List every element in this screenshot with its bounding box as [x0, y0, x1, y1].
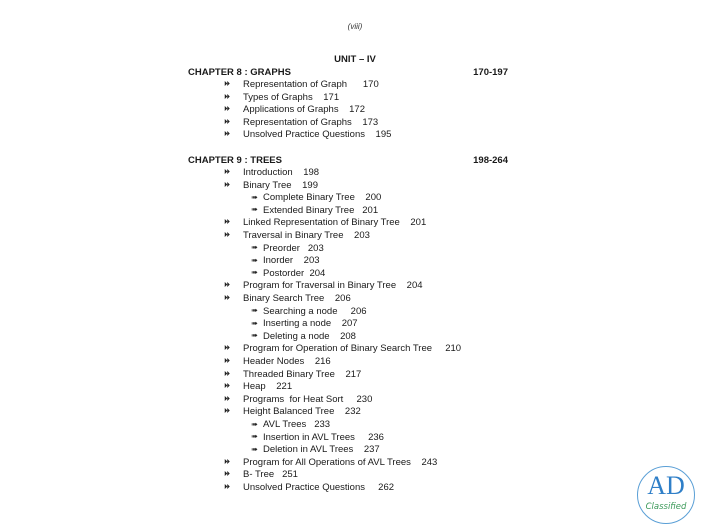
double-arrow-bullet-icon: ⏵⏵ — [224, 181, 229, 189]
double-arrow-bullet-icon: ⏵⏵ — [224, 395, 229, 403]
entry-text: Programs for Heat Sort 230 — [243, 393, 373, 405]
double-arrow-bullet-icon: ⏵⏵ — [224, 282, 229, 290]
double-arrow-bullet-icon: ⏵⏵ — [224, 118, 229, 126]
entry-text: Linked Representation of Binary Tree 201 — [243, 217, 427, 229]
entry-text: Heap 221 — [243, 381, 293, 393]
double-arrow-bullet-icon: ⏵⏵ — [224, 471, 229, 479]
arrow-bullet-icon: ➠ — [251, 432, 258, 442]
arrow-bullet-icon: ➠ — [251, 306, 258, 316]
double-arrow-bullet-icon: ⏵⏵ — [224, 169, 229, 176]
ad-classified-logo — [637, 466, 695, 524]
entry-text: Unsolved Practice Questions 195 — [243, 129, 392, 141]
arrow-bullet-icon: ➠ — [251, 331, 258, 341]
entry-text: Unsolved Practice Questions 262 — [243, 482, 395, 493]
entry-text: Searching a node 206 — [263, 305, 367, 317]
chapter-title: CHAPTER 8 : GRAPHS — [188, 67, 291, 78]
logo-ad-text: AD — [647, 471, 685, 500]
entry-text: Program for Traversal in Binary Tree 204 — [243, 280, 423, 292]
arrow-bullet-icon: ➠ — [251, 318, 258, 328]
double-arrow-bullet-icon: ⏵⏵ — [224, 93, 229, 101]
double-arrow-bullet-icon: ⏵⏵ — [224, 345, 229, 353]
chapter-pages: 170-197 — [473, 67, 508, 78]
double-arrow-bullet-icon: ⏵⏵ — [224, 484, 229, 491]
page-number: (viii) — [347, 22, 363, 31]
arrow-bullet-icon: ➠ — [251, 243, 258, 253]
entry-text: Traversal in Binary Tree 203 — [243, 230, 370, 241]
entry-text: Types of Graphs 171 — [243, 91, 340, 103]
entry-text: Threaded Binary Tree 217 — [243, 368, 362, 380]
double-arrow-bullet-icon: ⏵⏵ — [224, 370, 229, 378]
entry-text: Inserting a node 207 — [263, 318, 358, 330]
double-arrow-bullet-icon: ⏵⏵ — [224, 232, 229, 239]
double-arrow-bullet-icon: ⏵⏵ — [224, 106, 229, 114]
entry-text: Binary Search Tree 206 — [243, 293, 351, 304]
entry-text: Insertion in AVL Trees 236 — [263, 431, 384, 443]
unit-title: UNIT – IV — [334, 54, 376, 65]
double-arrow-bullet-icon: ⏵⏵ — [224, 408, 229, 416]
entry-text: Inorder 203 — [263, 255, 320, 267]
chapter-9-heading — [188, 155, 508, 168]
entry-text: B- Tree 251 — [243, 469, 298, 481]
arrow-bullet-icon: ➠ — [251, 444, 258, 454]
chapter-pages: 198-264 — [473, 155, 508, 166]
entry-text: Representation of Graphs 173 — [243, 116, 379, 128]
arrow-bullet-icon: ➠ — [251, 205, 258, 215]
entry-text: Program for Operation of Binary Search Tree 210 — [243, 343, 462, 355]
entry-text: Extended Binary Tree 201 — [263, 204, 379, 216]
entry-text: Binary Tree 199 — [243, 179, 318, 191]
entry-text: Deleting a node 208 — [263, 330, 356, 342]
entry-text: AVL Trees 233 — [263, 419, 331, 430]
chapter-title: CHAPTER 9 : TREES — [188, 155, 282, 166]
double-arrow-bullet-icon: ⏵⏵ — [224, 131, 229, 139]
entry-text: Complete Binary Tree 200 — [263, 192, 382, 204]
double-arrow-bullet-icon: ⏵⏵ — [224, 81, 229, 88]
entry-text: Preorder 203 — [263, 242, 324, 254]
entry-text: Applications of Graphs 172 — [243, 104, 365, 116]
double-arrow-bullet-icon: ⏵⏵ — [224, 358, 229, 365]
entry-text: Height Balanced Tree 232 — [243, 406, 361, 418]
arrow-bullet-icon: ➠ — [251, 419, 258, 429]
double-arrow-bullet-icon: ⏵⏵ — [224, 458, 229, 466]
entry-text: Deletion in AVL Trees 237 — [263, 444, 380, 456]
entry-text: Postorder 204 — [263, 267, 326, 279]
logo-classified-text: Classified — [645, 502, 687, 512]
entry-text: Header Nodes 216 — [243, 356, 331, 367]
double-arrow-bullet-icon: ⏵⏵ — [224, 295, 229, 302]
arrow-bullet-icon: ➠ — [251, 268, 258, 278]
double-arrow-bullet-icon: ⏵⏵ — [224, 219, 229, 227]
entry-text: Introduction 198 — [243, 167, 320, 178]
arrow-bullet-icon: ➠ — [251, 192, 258, 202]
arrow-bullet-icon: ➠ — [251, 255, 258, 265]
double-arrow-bullet-icon: ⏵⏵ — [224, 383, 229, 391]
entry-text: Representation of Graph 170 — [243, 79, 379, 90]
entry-text: Program for All Operations of AVL Trees 243 — [243, 456, 438, 468]
